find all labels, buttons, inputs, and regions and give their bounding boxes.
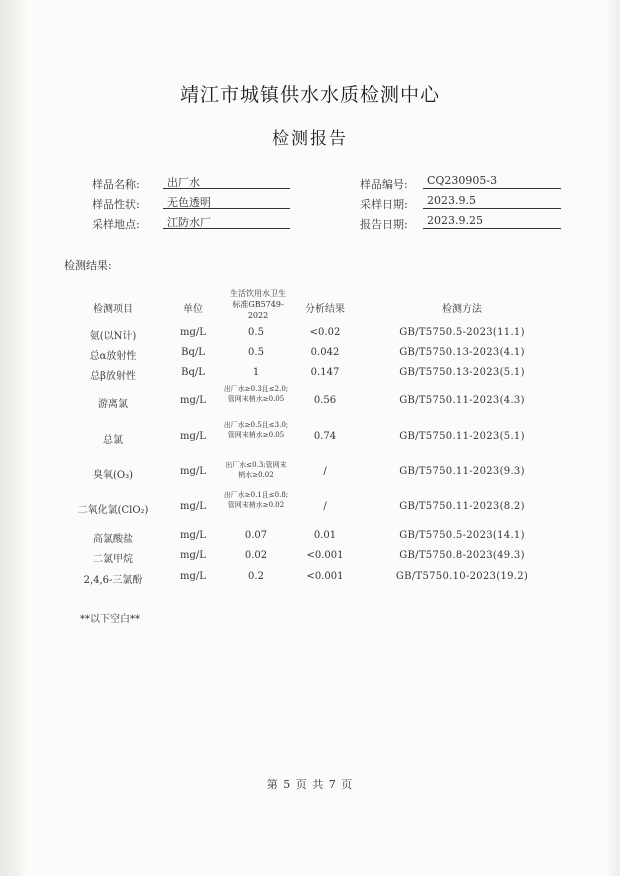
row-7-standard: 出厂水≥0.1且≤0.8;管网末梢水≥0.02: [223, 491, 289, 509]
row-8-method: GB/T5750.5-2023(14.1): [399, 530, 525, 541]
row-7-unit: mg/L: [180, 501, 206, 512]
sampling-site-label: 采样地点:: [92, 218, 140, 231]
row-8-unit: mg/L: [180, 530, 206, 541]
sample-name-value: 出厂水: [163, 174, 290, 189]
row-1-standard: 0.5: [248, 327, 264, 338]
row-5-item: 总氯: [103, 435, 123, 446]
row-4-item: 游离氯: [98, 399, 128, 410]
row-3-result: 0.147: [310, 367, 340, 378]
organization-name: 靖江市城镇供水水质检测中心: [179, 84, 440, 106]
sample-state-label: 样品性状:: [92, 198, 140, 211]
header-standard: 生活饮用水卫生标准GB5749-2022: [230, 289, 286, 320]
row-3-method: GB/T5750.13-2023(5.1): [399, 367, 525, 378]
row-6-item: 臭氧(O₃): [92, 470, 134, 481]
row-1-result: <0.02: [309, 327, 341, 338]
row-7-result: /: [323, 501, 327, 512]
row-10-item: 2,4,6-三氯酚: [83, 575, 143, 586]
row-1-item: 氨(以N计): [89, 331, 137, 342]
report-title: 检测报告: [272, 129, 348, 149]
row-2-unit: Bq/L: [181, 347, 205, 358]
row-3-item: 总β放射性: [90, 371, 136, 382]
row-10-method: GB/T5750.10-2023(19.2): [395, 571, 529, 582]
row-5-unit: mg/L: [180, 431, 206, 442]
sampling-site-value: 江防水厂: [163, 214, 290, 229]
header-item: 检测项目: [93, 304, 133, 315]
row-4-result: 0.56: [313, 395, 337, 406]
header-result: 分析结果: [305, 304, 345, 315]
row-5-result: 0.74: [313, 431, 337, 442]
sample-state-value: 无色透明: [163, 194, 290, 209]
row-7-item: 二氧化氯(ClO₂): [77, 505, 149, 516]
sample-no-label: 样品编号:: [360, 178, 408, 191]
row-9-result: <0.001: [306, 550, 344, 561]
row-4-method: GB/T5750.11-2023(4.3): [399, 395, 525, 406]
row-8-standard: 0.07: [244, 530, 268, 541]
row-6-standard: 出厂水≤0.3;管网末梢水≥0.02: [225, 461, 287, 479]
row-2-result: 0.042: [310, 347, 340, 358]
row-5-method: GB/T5750.11-2023(5.1): [399, 431, 525, 442]
row-9-method: GB/T5750.8-2023(49.3): [399, 550, 525, 561]
row-9-standard: 0.02: [244, 550, 268, 561]
row-2-standard: 0.5: [248, 347, 264, 358]
row-10-unit: mg/L: [180, 571, 206, 582]
row-6-result: /: [323, 466, 327, 477]
header-method: 检测方法: [442, 304, 482, 315]
row-3-standard: 1: [252, 367, 260, 378]
row-7-method: GB/T5750.11-2023(8.2): [399, 501, 525, 512]
row-2-method: GB/T5750.13-2023(4.1): [399, 347, 525, 358]
row-10-result: <0.001: [306, 571, 344, 582]
row-8-item: 高氯酸盐: [93, 534, 133, 545]
page-number: 第 5 页 共 7 页: [266, 778, 354, 791]
row-8-result: 0.01: [313, 530, 337, 541]
row-10-standard: 0.2: [248, 571, 264, 582]
row-6-unit: mg/L: [180, 466, 206, 477]
row-3-unit: Bq/L: [181, 367, 205, 378]
sampling-date-value: 2023.9.5: [423, 194, 561, 209]
row-9-unit: mg/L: [180, 550, 206, 561]
sample-name-label: 样品名称:: [92, 178, 140, 191]
row-6-method: GB/T5750.11-2023(9.3): [399, 466, 525, 477]
row-4-standard: 出厂水≥0.3且≤2.0;管网末梢水≥0.05: [223, 385, 289, 403]
sampling-date-label: 采样日期:: [360, 198, 408, 211]
row-5-standard: 出厂水≥0.5且≤3.0;管网末梢水≥0.05: [223, 421, 289, 439]
sample-no-value: CQ230905-3: [423, 174, 561, 189]
end-note: **以下空白**: [80, 614, 140, 625]
row-1-method: GB/T5750.5-2023(11.1): [399, 327, 525, 338]
report-date-label: 报告日期:: [360, 218, 408, 231]
header-unit: 单位: [183, 304, 203, 315]
row-4-unit: mg/L: [180, 395, 206, 406]
results-label: 检测结果:: [64, 259, 112, 272]
row-2-item: 总α放射性: [89, 351, 137, 362]
row-1-unit: mg/L: [180, 327, 206, 338]
report-date-value: 2023.9.25: [423, 214, 561, 229]
row-9-item: 二氯甲烷: [93, 554, 133, 565]
